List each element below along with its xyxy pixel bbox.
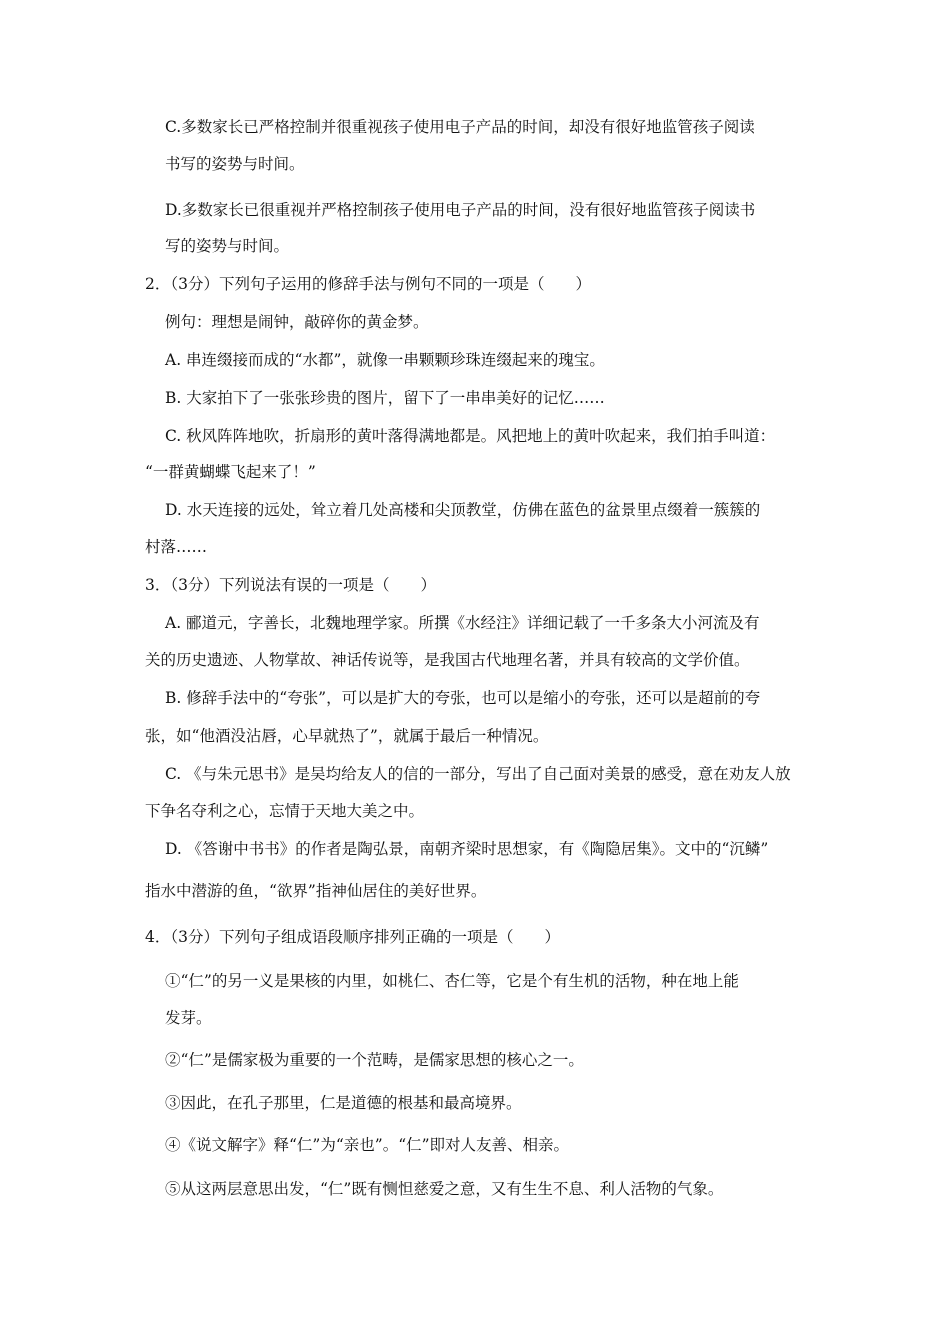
q4-sentence-2: ②“仁”是儒家极为重要的一个范畴，是儒家思想的核心之一。 [165,1051,584,1069]
q3-option-a-line1: A. 郦道元，字善长，北魏地理学家。所撰《水经注》详细记载了一千多条大小河流及有 [165,614,760,632]
q2-stem: 2．（3分）下列句子运用的修辞手法与例句不同的一项是（ ） [145,275,591,293]
q1-option-d-line1: D.多数家长已很重视并严格控制孩子使用电子产品的时间，没有很好地监管孩子阅读书 [165,201,756,219]
q4-stem: 4．（3分）下列句子组成语段顺序排列正确的一项是（ ） [145,928,560,946]
q1-option-c-line2: 书写的姿势与时间。 [165,155,305,173]
q4-sentence-4: ④《说文解字》释“仁”为“亲也”。“仁”即对人友善、相亲。 [165,1136,570,1154]
q2-option-d-line2: 村落…… [145,538,208,556]
q3-option-b-line2: 张，如“他酒没沾唇，心早就热了”，就属于最后一种情况。 [145,727,549,745]
q1-option-d-line2: 写的姿势与时间。 [165,237,290,255]
q2-option-a: A. 串连缀接而成的“水都”，就像一串颗颗珍珠连缀起来的瑰宝。 [165,351,605,369]
q2-option-c-line1: C. 秋风阵阵地吹，折扇形的黄叶落得满地都是。风把地上的黄叶吹起来，我们拍手叫道： [165,427,776,445]
q3-option-b-line1: B. 修辞手法中的“夸张”，可以是扩大的夸张，也可以是缩小的夸张，还可以是超前的夸 [165,689,761,707]
q4-sentence-5: ⑤从这两层意思出发，“仁”既有恻怛慈爱之意，又有生生不息、利人活物的气象。 [165,1180,724,1198]
q2-option-d-line1: D. 水天连接的远处，耸立着几处高楼和尖顶教堂，仿佛在蓝色的盆景里点缀着一簇簇的 [165,501,761,519]
q3-option-d-line1: D. 《答谢中书书》的作者是陶弘景，南朝齐梁时思想家，有《陶隐居集》。文中的“沉鳞” [165,840,769,858]
q3-option-a-line2: 关的历史遗迹、人物掌故、神话传说等，是我国古代地理名著，并具有较高的文学价值。 [145,651,750,669]
q4-sentence-1-line2: 发芽。 [165,1009,212,1027]
q2-option-c-line2: “一群黄蝴蝶飞起来了！” [145,463,316,481]
q2-option-b: B. 大家拍下了一张张珍贵的图片，留下了一串串美好的记忆…… [165,389,605,407]
q4-sentence-1-line1: ①“仁”的另一义是果核的内里，如桃仁、杏仁等，它是个有生机的活物，种在地上能 [165,972,739,990]
q3-option-c-line1: C. 《与朱元思书》是吴均给友人的信的一部分，写出了自己面对美景的感受，意在劝友人放 [165,765,791,783]
q4-sentence-3: ③因此，在孔子那里，仁是道德的根基和最高境界。 [165,1094,522,1112]
q3-option-d-line2: 指水中潜游的鱼，“欲界”指神仙居住的美好世界。 [145,882,487,900]
q3-stem: 3．（3分）下列说法有误的一项是（ ） [145,576,436,594]
q2-example: 例句：理想是闹钟，敲碎你的黄金梦。 [165,313,429,331]
q3-option-c-line2: 下争名夺利之心，忘情于天地大美之中。 [145,802,425,820]
q1-option-c-line1: C.多数家长已严格控制并很重视孩子使用电子产品的时间，却没有很好地监管孩子阅读 [165,118,755,136]
